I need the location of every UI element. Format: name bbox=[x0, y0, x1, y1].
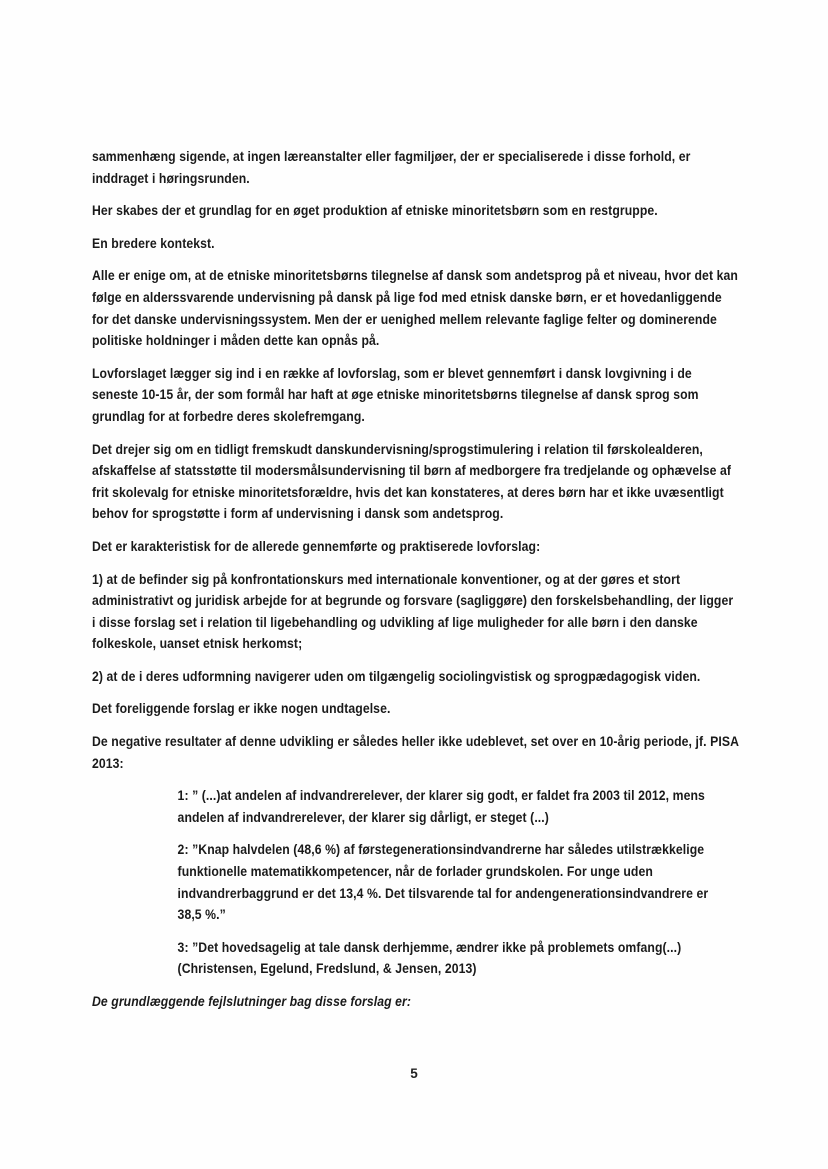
paragraph: De negative resultater af denne udvikling er således heller ikke udeblevet, set over en 10-årig periode, jf. PISA 2013: bbox=[92, 733, 739, 771]
block-quote-3 bbox=[178, 937, 714, 980]
paragraph-list-item-1: 1) at de befinder sig på konfrontationskurs med internationale konventioner, og at der gøres et stort administrativt og juridisk arbejde for at begrunde og forsvare (sagliggøre) den forskelsbehandling, der ligger i disse forslag set i relation til ligebehandling og udvikling af lige muligheder for alle børn i den danske folkeskole, uanset etnisk herkomst; bbox=[92, 570, 734, 652]
block-quote-1: 1: ” (...)at andelen af indvandrerelever, der klarer sig godt, er faldet fra 2003 til 2012, mens andelen af indvandrerelever, der klarer sig dårligt, er steget (...) bbox=[177, 787, 705, 825]
document-body bbox=[92, 146, 740, 1013]
paragraph-continuation: sammenhæng sigende, at ingen læreanstalter eller fagmiljøer, der er specialiserede i disse forhold, er inddraget i høringsrunden. bbox=[92, 148, 691, 186]
page-number: 5 bbox=[410, 1066, 418, 1081]
quote-text: 3: ”Det hovedsagelig at tale dansk derhjemme, ændrer ikke på problemets omfang(...) bbox=[177, 938, 682, 955]
closing-line: De grundlæggende fejlslutninger bag disse forslag er: bbox=[92, 993, 412, 1009]
paragraph: Her skabes der et grundlag for en øget produktion af etniske minoritetsbørn som en restgruppe. bbox=[92, 202, 658, 219]
paragraph: Det foreliggende forslag er ikke nogen undtagelse. bbox=[92, 700, 391, 717]
quote-citation: (Christensen, Egelund, Fredslund, & Jensen, 2013) bbox=[177, 960, 477, 977]
paragraph: Det drejer sig om en tidligt fremskudt danskundervisning/sprogstimulering i relation til førskolealderen, afskaffelse af statsstøtte til modersmålsundervisning til børn af medborgere fra tredjelande og ophævelse af frit skolevalg for etniske minoritetsforældre, hvis det kan konstateres, at deres børn har et ikke uvæsentligt behov for sprogstøtte i form af undervisning i dansk som andetsprog. bbox=[92, 440, 732, 522]
paragraph-list-item-2: 2) at de i deres udformning navigerer uden om tilgængelig sociolingvistisk og sprogpædagogisk viden. bbox=[92, 667, 701, 684]
paragraph: Det er karakteristisk for de allerede gennemførte og praktiserede lovforslag: bbox=[92, 537, 541, 554]
section-heading: En bredere kontekst. bbox=[92, 234, 215, 251]
paragraph: Alle er enige om, at de etniske minoritetsbørns tilegnelse af dansk som andetsprog på et niveau, hvor det kan følge en alderssvarende undervisning på dansk på lige fod med etnisk danske børn, er et hovedanliggende for det danske undervisningssystem. Men der er uenighed mellem relevante faglige felter og dominerende politiske holdninger i måden dette kan opnås på. bbox=[92, 267, 738, 349]
paragraph: Lovforslaget lægger sig ind i en række af lovforslag, som er blevet gennemført i dansk lovgivning i de seneste 10-15 år, der som formål har haft at øge etniske minoritetsbørns tilegnelse af dansk sprog som grundlag for at forbedre deres skolefremgang. bbox=[92, 364, 699, 424]
block-quote-2: 2: ”Knap halvdelen (48,6 %) af førstegenerationsindvandrerne har således utilstrækkelige funktionelle matematikkompetencer, når de forlader grundskolen. For unge uden indvandrerbaggrund er det 13,4 %. Det tilsvarende tal for andengenerationsindvandrere er 38,5 %.” bbox=[177, 841, 709, 923]
